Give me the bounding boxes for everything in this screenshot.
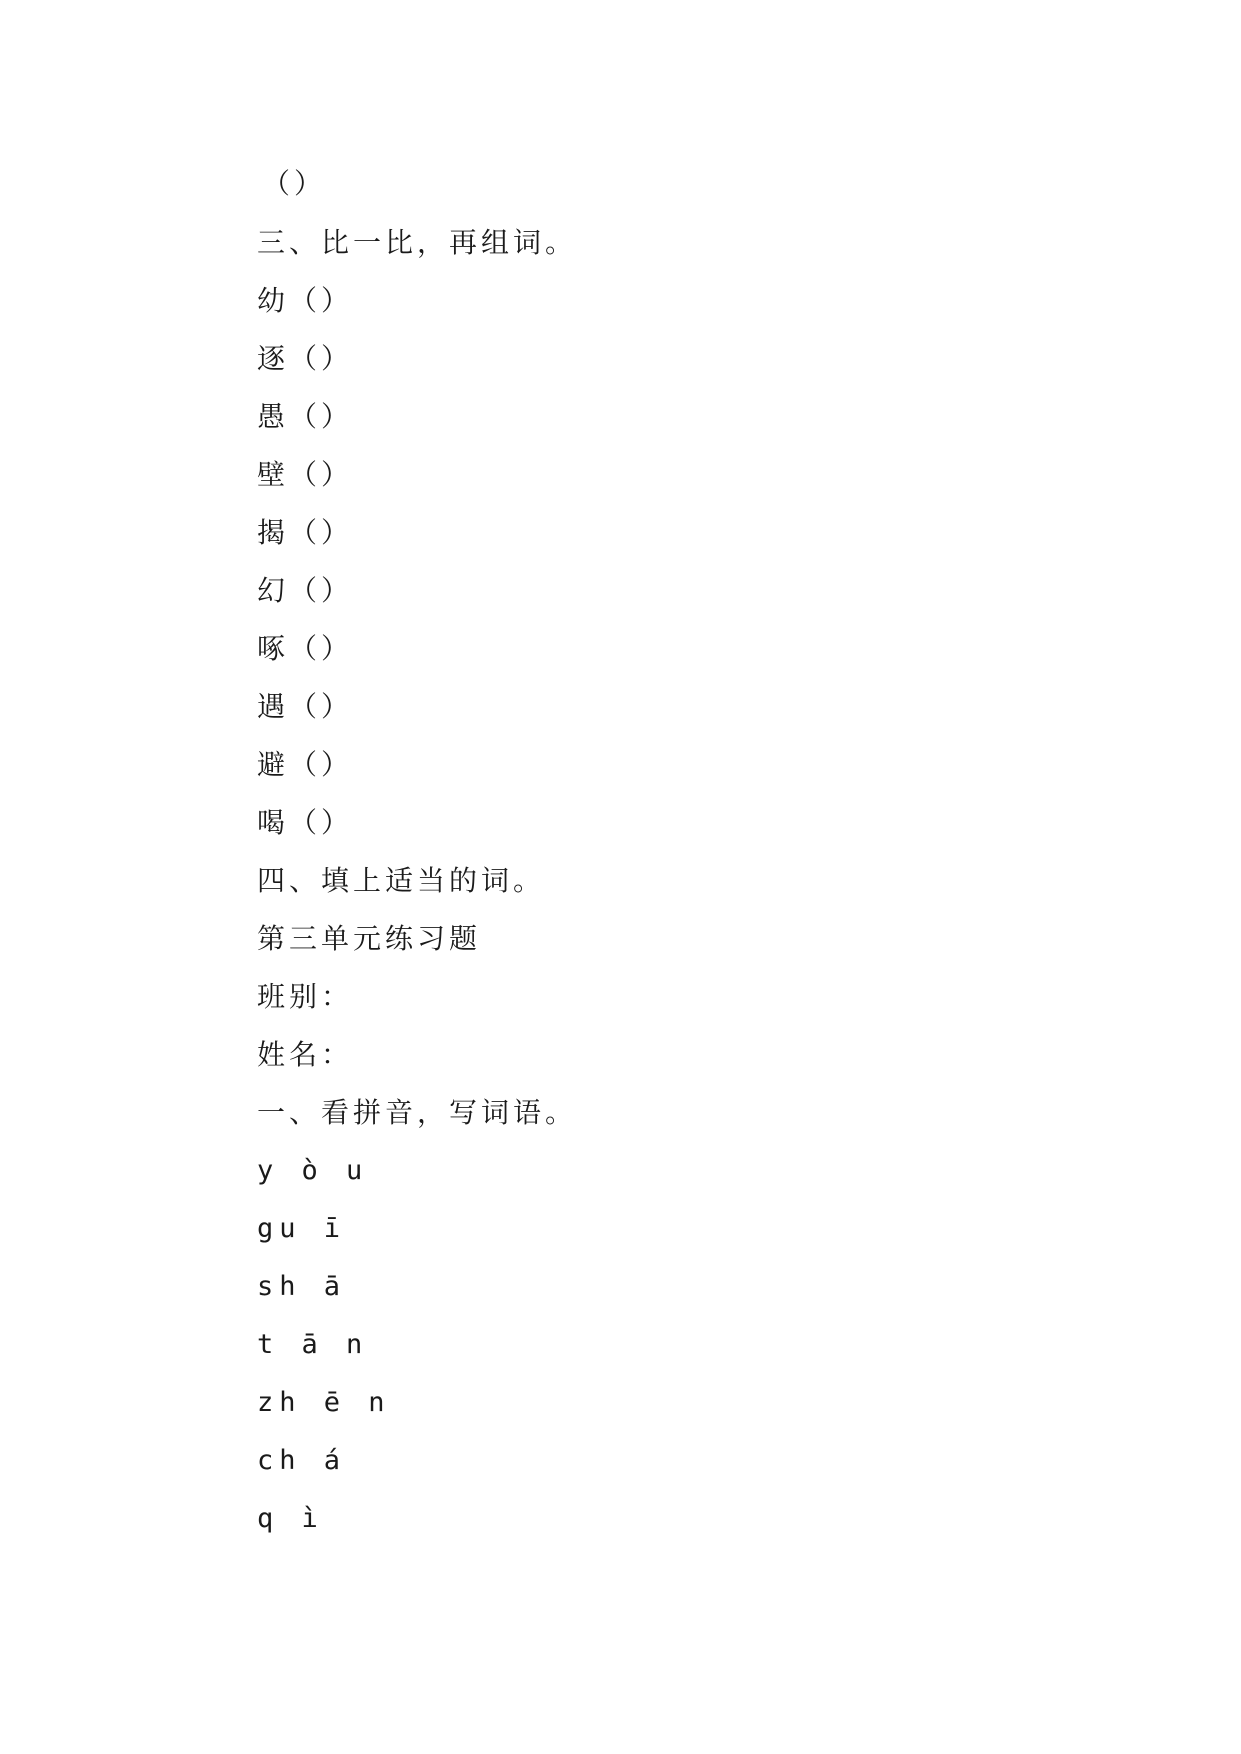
section-four-heading: 四、填上适当的词。 <box>257 864 546 897</box>
pinyin-item-6: ch á <box>257 1445 347 1476</box>
name-label: 姓名： <box>257 1038 354 1071</box>
pinyin-item-2: gu ī <box>257 1213 347 1244</box>
compare-item-10: 喝（） <box>257 806 354 839</box>
compare-item-6: 幻（） <box>257 574 354 607</box>
blank-parentheses: （） <box>262 167 327 200</box>
pinyin-item-4: t ā n <box>257 1329 369 1360</box>
pinyin-item-5: zh ē n <box>257 1387 391 1418</box>
class-label: 班别： <box>257 980 354 1013</box>
compare-item-2: 逐（） <box>257 342 354 375</box>
section-one-heading: 一、看拼音，写词语。 <box>257 1096 578 1129</box>
compare-item-3: 愚（） <box>257 400 354 433</box>
pinyin-item-3: sh ā <box>257 1271 347 1302</box>
compare-item-5: 揭（） <box>257 516 354 549</box>
compare-item-4: 壁（） <box>257 458 354 491</box>
compare-item-9: 避（） <box>257 748 354 781</box>
unit-title: 第三单元练习题 <box>257 922 482 955</box>
compare-item-7: 啄（） <box>257 632 354 665</box>
compare-item-1: 幼（） <box>257 284 354 317</box>
compare-item-8: 遇（） <box>257 690 354 723</box>
pinyin-item-1: y ò u <box>257 1155 369 1186</box>
pinyin-item-7: q ì <box>257 1503 324 1534</box>
section-three-heading: 三、比一比，再组词。 <box>257 226 578 259</box>
